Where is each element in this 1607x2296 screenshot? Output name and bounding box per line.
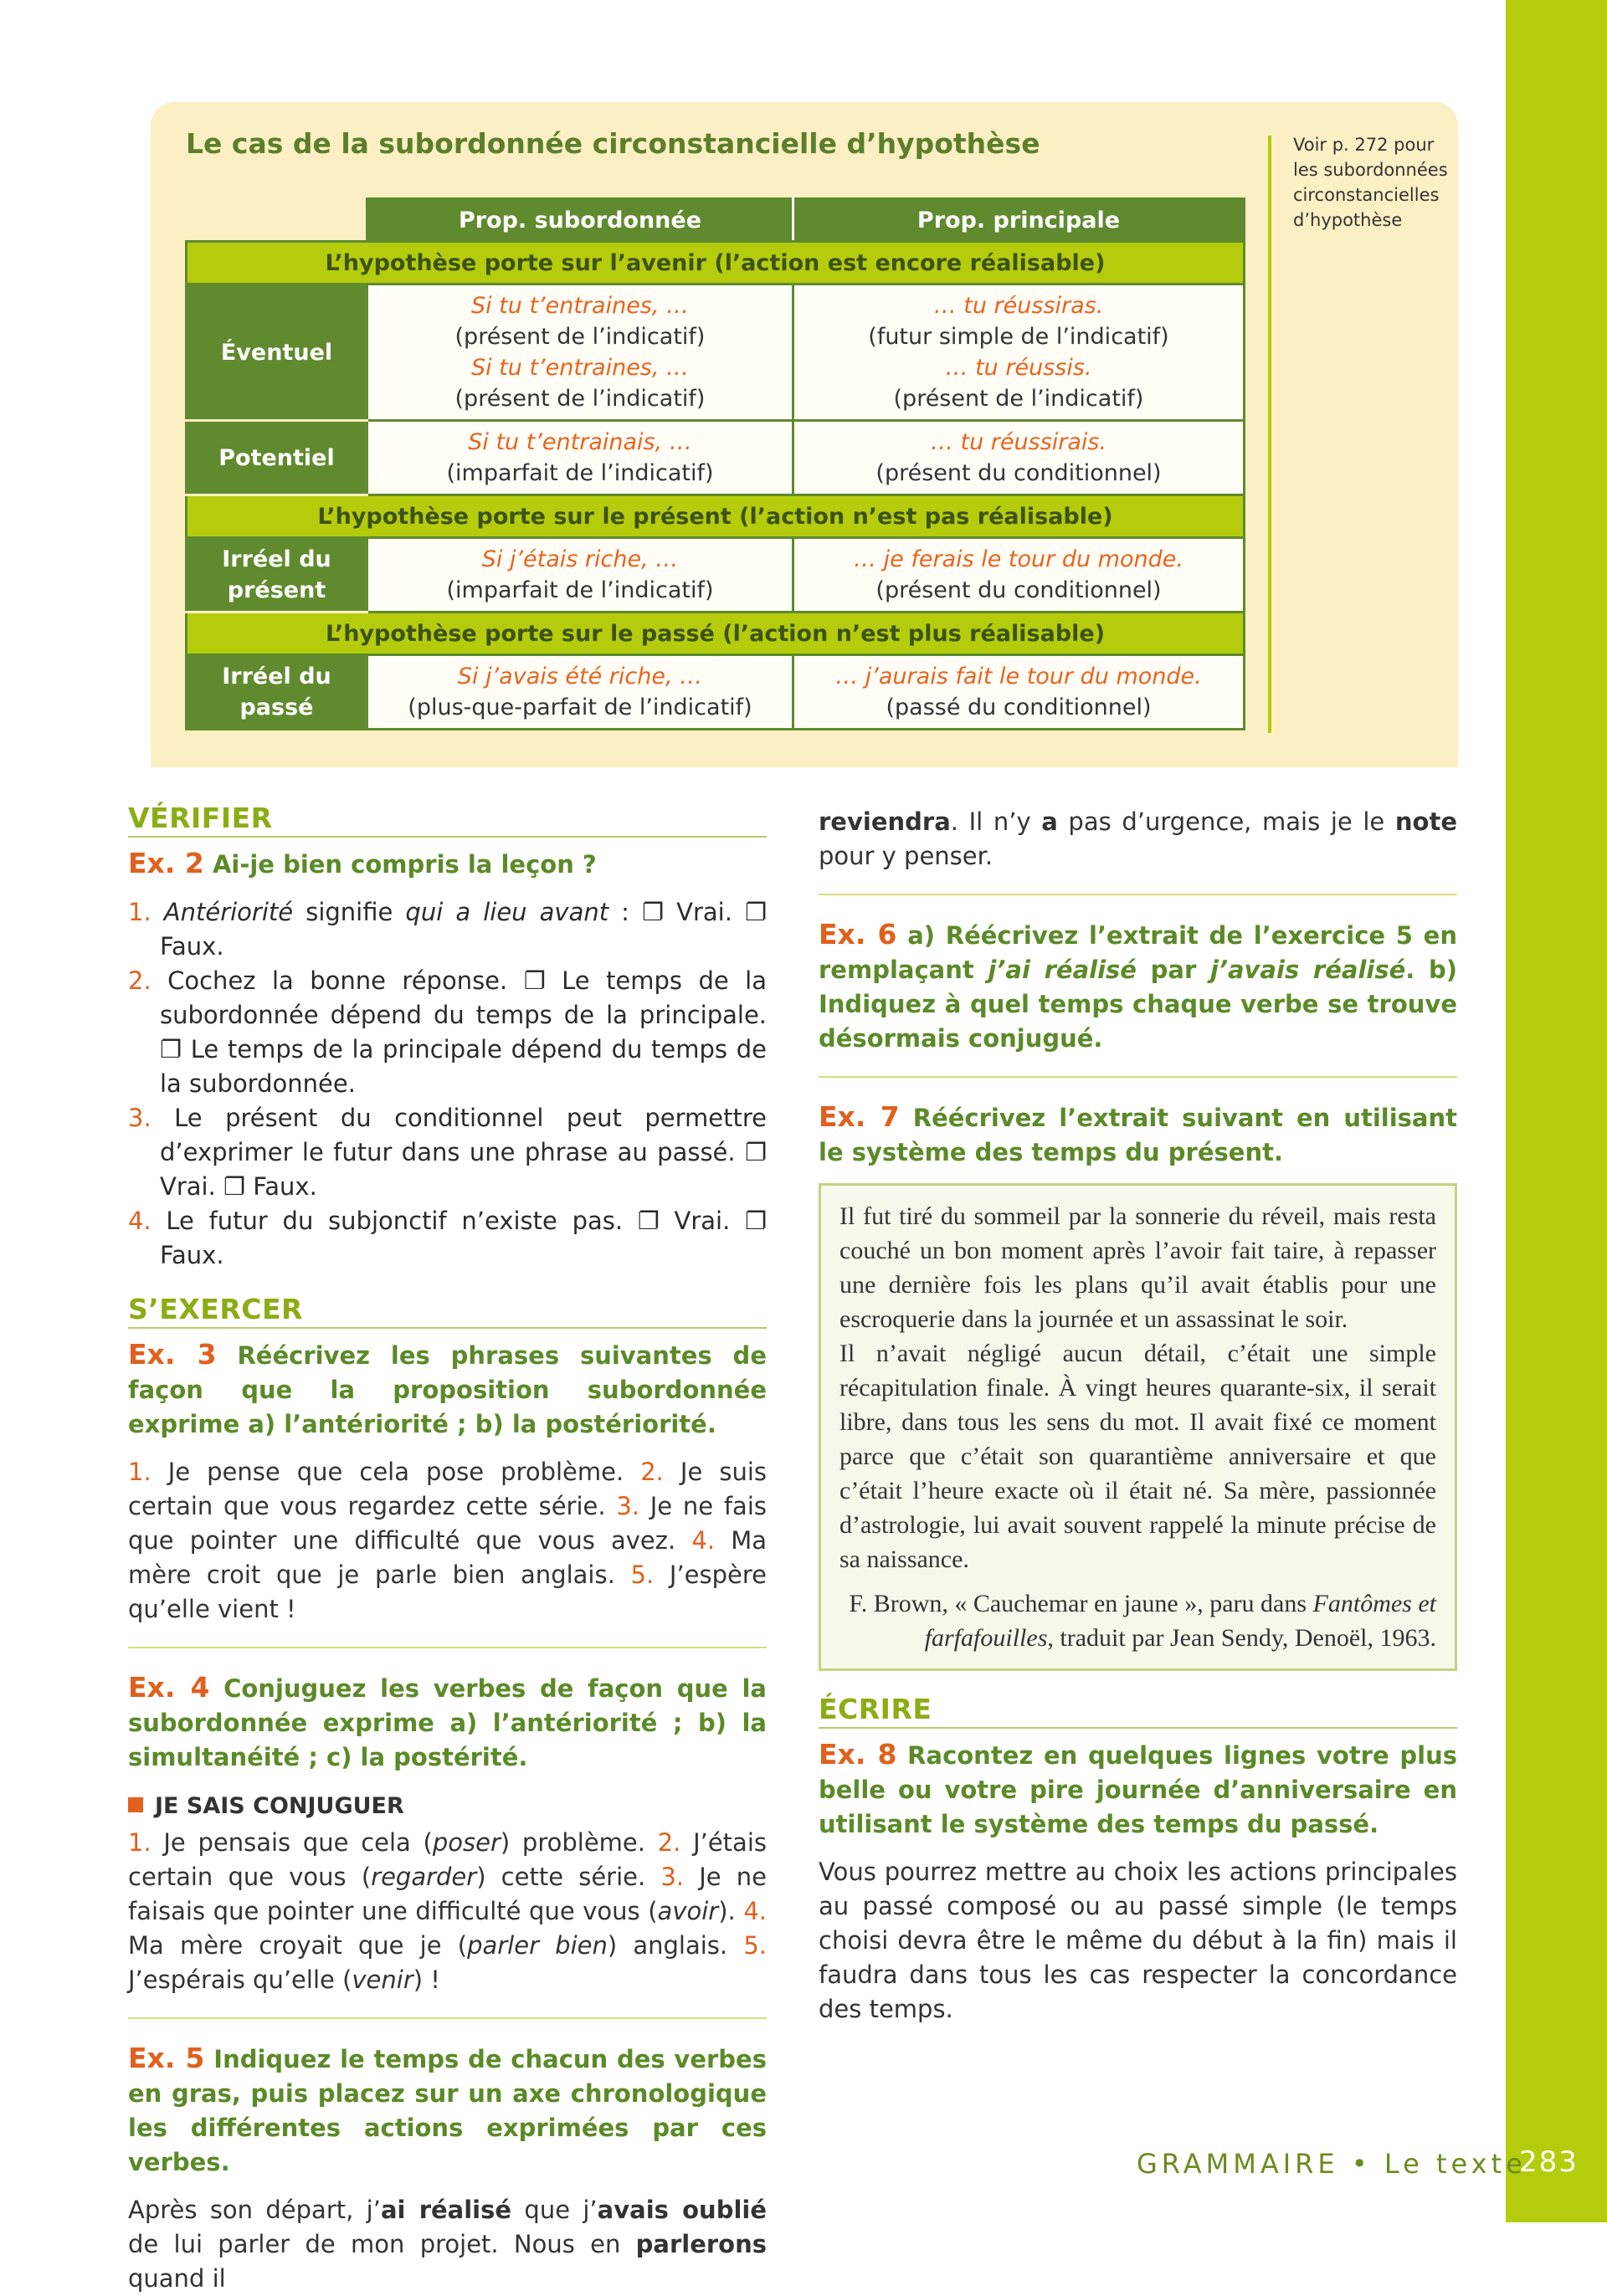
item-text: Je pensais que cela ( — [151, 1828, 433, 1857]
separator — [128, 2017, 767, 2019]
item-number: 4. — [128, 1207, 151, 1235]
ex2-number: Ex. 2 — [128, 847, 204, 879]
ex3-header — [128, 1337, 767, 1442]
item-text: ) ! — [413, 1965, 440, 1994]
ex5-title: Indiquez le temps de chacun des verbes en gras, puis placez sur un axe chronologique les différentes actions exprimées par ces verbes. — [128, 2045, 767, 2176]
heading-verifier: VÉRIFIER — [128, 802, 767, 838]
cell-potentiel-sub — [367, 421, 793, 495]
ex6-header — [819, 917, 1457, 1056]
panel-title: Le cas de la subordonnée circonstancielle d’hypothèse — [186, 127, 1040, 160]
band-future: L’hypothèse porte sur l’avenir (l’action est encore réalisable) — [187, 242, 1245, 284]
row-label-eventuel: Éventuel — [187, 284, 367, 421]
item-text: Le futur du subjonctif n’existe pas. ❐ Vrai. ❐ Faux. — [160, 1207, 768, 1269]
item-text: Ma mère croit que je parle bien anglais. — [128, 1526, 767, 1589]
header-main: Prop. principale — [793, 199, 1245, 242]
example-text: Si tu t’entrainais, … — [468, 429, 692, 455]
sidebar-band — [1506, 0, 1607, 2222]
item-number: 2. — [657, 1828, 681, 1857]
ex4-number: Ex. 4 — [128, 1671, 210, 1704]
item-text: signifie — [293, 898, 406, 926]
source-text: F. Brown, « Cauchemar en jaune », paru dans — [849, 1590, 1313, 1617]
item-number: 2. — [640, 1458, 664, 1486]
footer-label: GRAMMAIRE • Le texte — [1137, 2148, 1527, 2180]
item-number: 2. — [128, 966, 151, 995]
tense-text: (plus-que-parfait de l’indicatif) — [408, 694, 752, 720]
ex6-italic: j’ai réalisé — [988, 956, 1137, 984]
verb: poser — [432, 1828, 501, 1857]
example-text: Si j’étais riche, … — [481, 546, 679, 572]
body-text: Après son départ, j’ — [128, 2196, 381, 2224]
excerpt-paragraph-2: Il n’avait négligé aucun détail, c’était une simple récapitulation finale. À vingt heures quarante-six, il serait libre, dans tous les sens du mot. Il avait fixé ce moment parce que c’était son quarantième anniversaire et que c’était l’heure exacte où il était né. Sa mère, passionnée d’astrologie, lui avait souvent rappelé la minute précise de sa naissance. — [839, 1340, 1436, 1573]
hypothesis-table — [185, 197, 1245, 730]
tense-text: (présent de l’indicatif) — [893, 386, 1144, 412]
item-text: Cochez la bonne réponse. ❐ Le temps de la subordonnée dépend du temps de la principale. ❐ Le temps de la principale dépend du temps de la subordonnée. — [160, 966, 768, 1098]
tense-text: (présent de l’indicatif) — [454, 386, 706, 412]
cell-irreel-present-sub — [367, 538, 793, 612]
item-number: 1. — [128, 1458, 151, 1486]
cell-irreel-present-main — [793, 538, 1245, 612]
list-item — [128, 1204, 767, 1273]
ex5-number: Ex. 5 — [128, 2042, 205, 2074]
left-column — [128, 802, 767, 2296]
heading-sexercer: S’EXERCER — [128, 1293, 767, 1329]
ex8-title: Racontez en quelques lignes votre plus belle ou votre pire journée d’anniversaire en utilisant le système des temps du passé. — [819, 1741, 1457, 1838]
band-past: L’hypothèse porte sur le passé (l’action n’est plus réalisable) — [187, 612, 1245, 655]
row-label-irreel-passe — [187, 655, 367, 730]
conjugation-label — [128, 1793, 767, 1819]
cell-irreel-passe-main — [793, 655, 1245, 730]
ex6-text: a) Réécrivez l’extrait de l’exercice 5 en remplaçant — [819, 921, 1457, 984]
verb: parler bien — [467, 1931, 608, 1960]
list-item — [128, 964, 767, 1101]
ex8-header — [819, 1737, 1457, 1842]
ex2-header — [128, 846, 767, 882]
ex6-number: Ex. 6 — [819, 918, 897, 951]
tense-text: (présent de l’indicatif) — [454, 324, 706, 350]
verb: regarder — [371, 1863, 477, 1891]
item-number: 4. — [691, 1526, 716, 1555]
ex2-title: Ai-je bien compris la leçon ? — [212, 850, 597, 879]
page-number: 283 — [1519, 2145, 1579, 2179]
item-text: J’espère qu’elle vient ! — [128, 1561, 767, 1623]
verb: venir — [352, 1965, 413, 1994]
item-number: 1. — [128, 1828, 151, 1857]
bold-verb: a — [1041, 807, 1058, 836]
item-number: 5. — [630, 1561, 655, 1589]
item-number: 3. — [660, 1863, 685, 1891]
item-text: ) cette série. — [476, 1863, 661, 1891]
margin-note: Voir p. 272 pour les subordonnées circonstancielles d’hypothèse — [1293, 135, 1448, 230]
ex7-title: Réécrivez l’extrait suivant en utilisant le système des temps du présent. — [819, 1104, 1457, 1166]
bold-verb: note — [1394, 807, 1457, 836]
row-label-potentiel: Potentiel — [187, 421, 367, 495]
row-label-line: Irréel du — [222, 664, 331, 689]
item-text: ) problème. — [500, 1828, 658, 1857]
bold-verb: ai réalisé — [380, 2196, 512, 2224]
ex5-body-start — [128, 2193, 767, 2296]
item-number: 1. — [128, 898, 151, 926]
ex7-excerpt-box — [819, 1183, 1457, 1671]
item-definition: qui a lieu avant — [405, 898, 609, 926]
ex6-text: . b) Indiquez à quel temps chaque verbe se trouve désormais conjugué. — [819, 956, 1457, 1053]
body-text: . Il n’y — [950, 807, 1042, 836]
ex5-header — [128, 2041, 767, 2180]
cell-potentiel-main — [793, 421, 1245, 495]
verb: avoir — [657, 1897, 719, 1925]
tense-text: (imparfait de l’indicatif) — [446, 460, 714, 486]
body-text: que j’ — [511, 2196, 598, 2224]
example-text: Si j’avais été riche, … — [457, 664, 703, 689]
conjugation-label-text: JE SAIS CONJUGUER — [155, 1793, 404, 1819]
item-text: J’espérais qu’elle ( — [128, 1965, 352, 1994]
table-corner — [187, 199, 367, 242]
item-text: ) anglais. — [607, 1931, 744, 1960]
list-item — [128, 895, 767, 964]
band-present: L’hypothèse porte sur le présent (l’action n’est pas réalisable) — [187, 495, 1245, 538]
cell-irreel-passe-sub — [367, 655, 793, 730]
header-subordinate: Prop. subordonnée — [367, 199, 793, 242]
cell-eventuel-sub — [367, 284, 793, 421]
ex2-list — [128, 895, 767, 1273]
item-number: 4. — [743, 1897, 767, 1925]
ex8-body: Vous pourrez mettre au choix les actions principales au passé composé ou au passé simple (le temps choisi devra être le même du début à la fin) mais il faudra dans tous les cas respecter la concordance des temps. — [819, 1858, 1457, 2023]
example-text: … je ferais le tour du monde. — [854, 546, 1183, 572]
item-number: 3. — [616, 1492, 639, 1520]
tense-text: (imparfait de l’indicatif) — [446, 577, 714, 603]
ex6-text: par — [1136, 956, 1210, 984]
ex5-body-end — [819, 805, 1457, 874]
item-number: 5. — [743, 1931, 767, 1960]
ex7-number: Ex. 7 — [819, 1100, 900, 1133]
item-text: Je pense que cela pose problème. — [151, 1458, 641, 1486]
body-text: de lui parler de mon projet. Nous en — [128, 2230, 636, 2258]
row-label-line: passé — [239, 694, 314, 720]
cell-eventuel-main — [793, 284, 1245, 421]
example-text: … tu réussiras. — [933, 293, 1104, 319]
bold-verb: parlerons — [635, 2230, 767, 2258]
bold-verb: avais oublié — [597, 2196, 767, 2224]
right-column — [819, 805, 1457, 2027]
row-label-line: présent — [227, 577, 326, 603]
ex4-body — [128, 1826, 767, 1997]
source-text: , traduit par Jean Sendy, Denoël, 1963. — [1047, 1624, 1436, 1652]
item-text: Ma mère croyait que je ( — [128, 1931, 468, 1960]
square-bullet-icon — [128, 1797, 143, 1812]
source-title: Fantômes et farfafouilles — [924, 1590, 1436, 1652]
row-label-line: Irréel du — [222, 546, 331, 572]
separator — [819, 894, 1457, 895]
ex4-title: Conjuguez les verbes de façon que la subordonnée exprime a) l’antériorité ; b) la simultanéité ; c) la postérité. — [128, 1674, 767, 1771]
item-text: Je ne fais que pointer une difficulté que vous avez. — [128, 1492, 767, 1555]
item-number: 3. — [128, 1104, 151, 1132]
body-text: pas d’urgence, mais je le — [1057, 807, 1395, 836]
example-text: Si tu t’entraines, … — [470, 293, 690, 319]
tense-text: (passé du conditionnel) — [886, 694, 1152, 720]
bold-verb: reviendra — [819, 807, 951, 836]
ex3-number: Ex. 3 — [128, 1338, 217, 1371]
item-text: Je ne faisais que pointer une difficulté que vous ( — [128, 1863, 767, 1925]
note-divider — [1268, 136, 1271, 733]
excerpt-paragraph-1: Il fut tiré du sommeil par la sonnerie du réveil, mais resta couché un bon moment après l’avoir fait taire, à repasser une dernière fois les plans qu’il avait établis pour une escroquerie dans la journée et un assassinat le soir. — [839, 1202, 1436, 1333]
tense-text: (présent du conditionnel) — [875, 577, 1162, 603]
body-text: pour y penser. — [819, 842, 993, 870]
item-choices: : ❐ Vrai. ❐ Faux. — [160, 898, 768, 961]
list-item — [128, 1101, 767, 1204]
ex3-title: Réécrivez les phrases suivantes de façon que la proposition subordonnée exprime a) l’antériorité ; b) la postériorité. — [128, 1341, 767, 1438]
ex7-header — [819, 1099, 1457, 1170]
ex8-number: Ex. 8 — [819, 1738, 897, 1771]
example-text: … tu réussis. — [945, 355, 1092, 381]
row-label-irreel-present — [187, 538, 367, 612]
heading-ecrire: ÉCRIRE — [819, 1693, 1457, 1729]
item-term: Antériorité — [163, 898, 294, 926]
tense-text: (futur simple de l’indicatif) — [868, 324, 1169, 350]
item-text: J’étais certain que vous ( — [128, 1828, 767, 1891]
body-text: quand il — [128, 2264, 226, 2293]
separator — [819, 1076, 1457, 1078]
ex6-italic: j’avais réalisé — [1210, 956, 1406, 984]
ex3-body — [128, 1455, 767, 1627]
example-text: Si tu t’entraines, … — [470, 355, 690, 381]
item-text: ). — [718, 1897, 744, 1925]
separator — [128, 1647, 767, 1648]
ex4-header — [128, 1670, 767, 1775]
excerpt-source — [839, 1586, 1436, 1655]
example-text: … tu réussirais. — [930, 429, 1107, 455]
tense-text: (présent du conditionnel) — [875, 460, 1162, 486]
item-text: Le présent du conditionnel peut permettre d’exprimer le futur dans une phrase au passé. ❐ Vrai. ❐ Faux. — [160, 1104, 768, 1201]
item-text: Je suis certain que vous regardez cette série. — [128, 1458, 767, 1520]
example-text: … j’aurais fait le tour du monde. — [835, 664, 1202, 689]
